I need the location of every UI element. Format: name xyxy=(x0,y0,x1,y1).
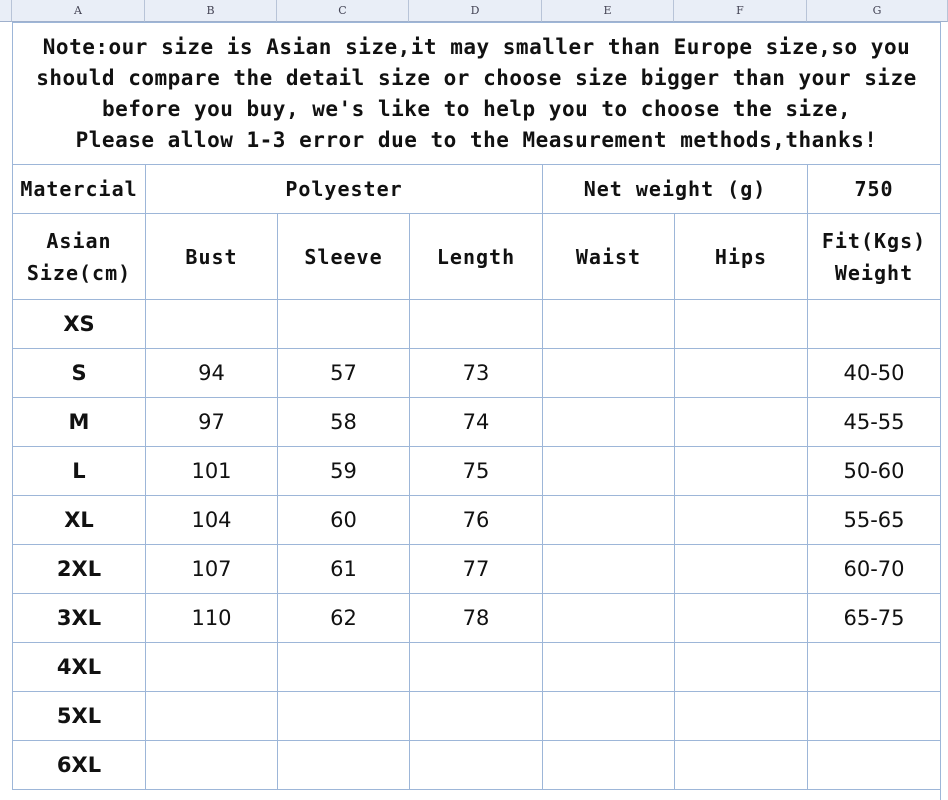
row-header-edge xyxy=(0,22,12,800)
table-row xyxy=(13,741,941,790)
size-cell[interactable]: 2XL xyxy=(13,545,146,594)
length-cell[interactable]: 75 xyxy=(410,447,543,496)
sleeve-cell[interactable] xyxy=(278,643,410,692)
sleeve-cell[interactable] xyxy=(278,741,410,790)
bust-cell[interactable]: 97 xyxy=(146,398,278,447)
bust-cell[interactable]: 101 xyxy=(146,447,278,496)
waist-cell[interactable] xyxy=(543,692,675,741)
column-header-f[interactable]: F xyxy=(674,0,807,22)
table-row xyxy=(13,300,941,349)
material-value-cell[interactable]: Polyester xyxy=(146,165,543,214)
table-row xyxy=(13,545,941,594)
length-cell[interactable]: 76 xyxy=(410,496,543,545)
size-cell[interactable]: S xyxy=(13,349,146,398)
column-header-b[interactable]: B xyxy=(145,0,277,22)
bust-cell[interactable] xyxy=(146,643,278,692)
fit-cell[interactable] xyxy=(808,741,941,790)
column-header-c[interactable]: C xyxy=(277,0,409,22)
fit-cell[interactable] xyxy=(808,692,941,741)
length-cell[interactable] xyxy=(410,300,543,349)
column-header-e[interactable]: E xyxy=(542,0,674,22)
fit-cell[interactable]: 65-75 xyxy=(808,594,941,643)
length-cell[interactable] xyxy=(410,741,543,790)
waist-cell[interactable] xyxy=(543,545,675,594)
waist-cell[interactable] xyxy=(543,643,675,692)
table-row xyxy=(13,496,941,545)
length-cell[interactable] xyxy=(410,692,543,741)
hips-cell[interactable] xyxy=(675,447,808,496)
column-header-d[interactable]: D xyxy=(409,0,542,22)
bust-cell[interactable] xyxy=(146,300,278,349)
note-line-1: Note:our size is Asian size,it may smaller than Europe size,so you xyxy=(42,34,911,59)
fit-cell[interactable]: 50-60 xyxy=(808,447,941,496)
size-cell[interactable]: 3XL xyxy=(13,594,146,643)
column-header-g[interactable]: G xyxy=(807,0,948,22)
size-cell[interactable]: M xyxy=(13,398,146,447)
bust-cell[interactable] xyxy=(146,692,278,741)
sheet-right-edge xyxy=(940,22,948,800)
waist-cell[interactable] xyxy=(543,447,675,496)
size-header-cell[interactable] xyxy=(13,214,146,300)
hips-cell[interactable] xyxy=(675,496,808,545)
hips-cell[interactable] xyxy=(675,643,808,692)
fit-cell[interactable] xyxy=(808,300,941,349)
waist-header-cell[interactable]: Waist xyxy=(543,214,675,300)
waist-cell[interactable] xyxy=(543,741,675,790)
size-header-line2: Size(cm) xyxy=(26,260,132,285)
size-note-cell[interactable] xyxy=(13,23,941,165)
size-cell[interactable]: XS xyxy=(13,300,146,349)
size-cell[interactable]: 6XL xyxy=(13,741,146,790)
sleeve-cell[interactable]: 59 xyxy=(278,447,410,496)
bust-cell[interactable]: 104 xyxy=(146,496,278,545)
hips-cell[interactable] xyxy=(675,594,808,643)
length-cell[interactable]: 78 xyxy=(410,594,543,643)
size-cell[interactable]: XL xyxy=(13,496,146,545)
sleeve-cell[interactable]: 62 xyxy=(278,594,410,643)
waist-cell[interactable] xyxy=(543,594,675,643)
fit-weight-header-cell[interactable] xyxy=(808,214,941,300)
hips-cell[interactable] xyxy=(675,741,808,790)
fit-cell[interactable]: 60-70 xyxy=(808,545,941,594)
column-header-corner[interactable] xyxy=(0,0,12,22)
sleeve-cell[interactable] xyxy=(278,300,410,349)
hips-header-cell[interactable]: Hips xyxy=(675,214,808,300)
fit-cell[interactable]: 40-50 xyxy=(808,349,941,398)
hips-cell[interactable] xyxy=(675,545,808,594)
waist-cell[interactable] xyxy=(543,496,675,545)
table-row xyxy=(13,594,941,643)
bust-cell[interactable]: 94 xyxy=(146,349,278,398)
hips-cell[interactable] xyxy=(675,692,808,741)
fit-cell[interactable] xyxy=(808,643,941,692)
sleeve-cell[interactable]: 57 xyxy=(278,349,410,398)
length-cell[interactable]: 77 xyxy=(410,545,543,594)
waist-cell[interactable] xyxy=(543,300,675,349)
size-rows xyxy=(13,300,941,790)
fit-header-line2: Weight xyxy=(834,260,914,285)
hips-cell[interactable] xyxy=(675,349,808,398)
length-cell[interactable] xyxy=(410,643,543,692)
sleeve-header-cell[interactable]: Sleeve xyxy=(278,214,410,300)
table-row xyxy=(13,398,941,447)
bust-cell[interactable]: 107 xyxy=(146,545,278,594)
column-header-a[interactable]: A xyxy=(12,0,145,22)
table-row xyxy=(13,692,941,741)
note-line-4: Please allow 1-3 error due to the Measurement methods,thanks! xyxy=(75,127,878,152)
bust-header-cell[interactable]: Bust xyxy=(146,214,278,300)
net-weight-label-cell[interactable]: Net weight (g) xyxy=(543,165,808,214)
fit-cell[interactable]: 45-55 xyxy=(808,398,941,447)
fit-cell[interactable]: 55-65 xyxy=(808,496,941,545)
net-weight-value-cell[interactable]: 750 xyxy=(808,165,941,214)
size-cell[interactable]: L xyxy=(13,447,146,496)
sleeve-cell[interactable]: 61 xyxy=(278,545,410,594)
length-cell[interactable]: 74 xyxy=(410,398,543,447)
length-header-cell[interactable]: Length xyxy=(410,214,543,300)
fit-header-line1: Fit(Kgs) xyxy=(821,228,927,253)
sleeve-cell[interactable]: 60 xyxy=(278,496,410,545)
size-header-line1: Asian xyxy=(46,228,112,253)
waist-cell[interactable] xyxy=(543,349,675,398)
hips-cell[interactable] xyxy=(675,300,808,349)
size-chart-table xyxy=(12,22,941,790)
size-cell[interactable]: 4XL xyxy=(13,643,146,692)
waist-cell[interactable] xyxy=(543,398,675,447)
material-label-cell[interactable]: Matercial xyxy=(13,165,146,214)
bust-cell[interactable] xyxy=(146,741,278,790)
sleeve-cell[interactable]: 58 xyxy=(278,398,410,447)
table-row xyxy=(13,349,941,398)
sleeve-cell[interactable] xyxy=(278,692,410,741)
length-cell[interactable]: 73 xyxy=(410,349,543,398)
table-row xyxy=(13,643,941,692)
table-row xyxy=(13,447,941,496)
bust-cell[interactable]: 110 xyxy=(146,594,278,643)
size-cell[interactable]: 5XL xyxy=(13,692,146,741)
note-line-2: should compare the detail size or choose size bigger than your size xyxy=(36,65,917,90)
note-line-3: before you buy, we's like to help you to choose the size, xyxy=(101,96,852,121)
hips-cell[interactable] xyxy=(675,398,808,447)
